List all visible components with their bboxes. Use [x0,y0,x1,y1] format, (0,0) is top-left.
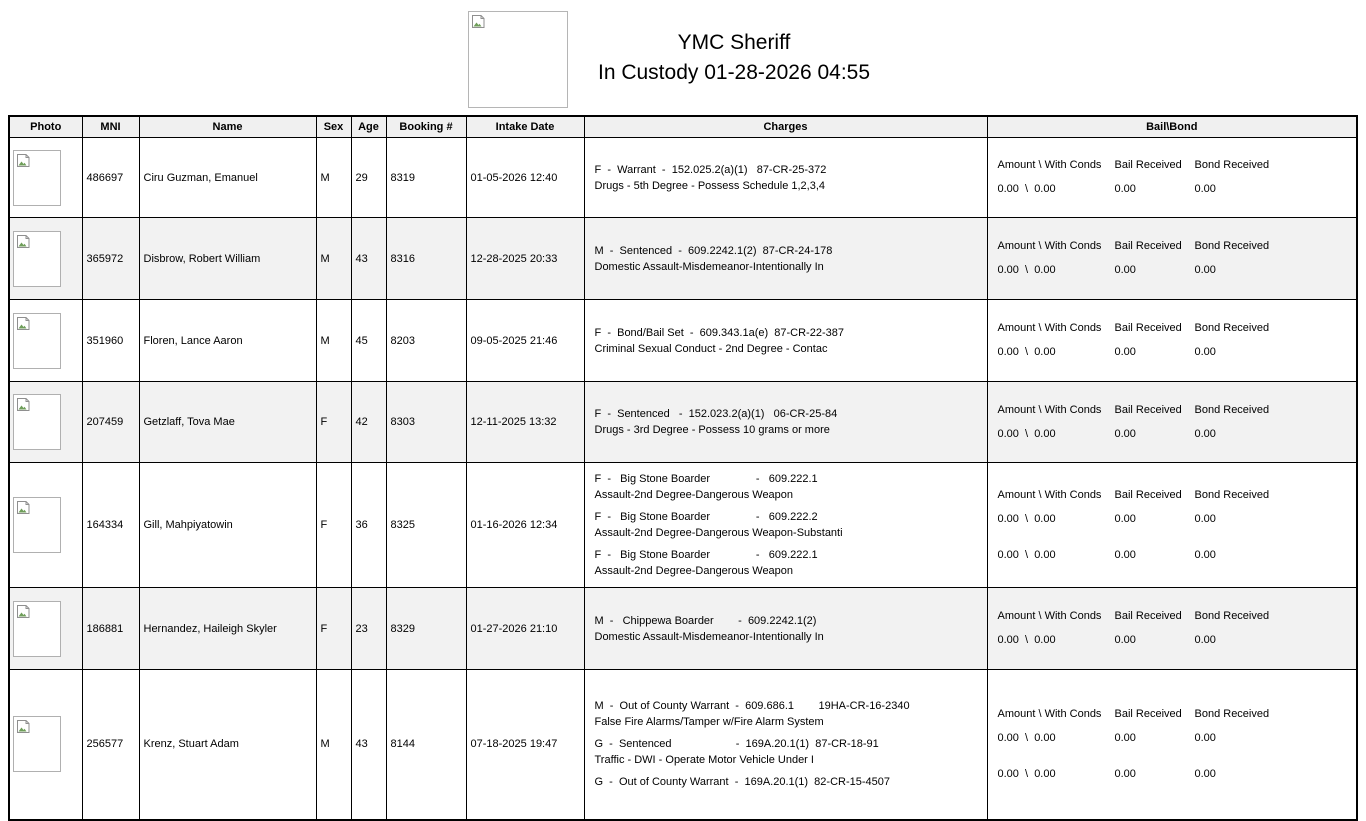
age-cell: 23 [351,588,386,670]
booking-cell: 8329 [386,588,466,670]
sex-cell: F [316,588,351,670]
sex-cell: F [316,463,351,588]
charges-cell [584,138,987,218]
table-row [9,138,1357,218]
report-subtitle: In Custody 01-28-2026 04:55 [597,61,871,84]
bail-bail-value: 0.00 [1114,183,1136,195]
bail-amount-value: 0.00 \ 0.00 [997,548,1056,561]
col-header-booking: Booking # [386,116,466,138]
charge-item [595,547,981,579]
broken-image-icon [471,14,486,29]
bail-received-header: Bail Received [1114,322,1182,334]
bail-values [998,731,1351,782]
col-header-charges: Charges [584,116,987,138]
photo-cell [9,382,82,463]
bail-amount-value: 0.00 \ 0.00 [997,346,1056,358]
bail-value-row [998,548,1351,563]
bond-received-header: Bond Received [1194,159,1270,171]
bail-bond-value: 0.00 [1194,548,1216,561]
booking-cell: 8203 [386,300,466,382]
charge-item [595,736,981,768]
mni-cell: 351960 [82,300,139,382]
photo-cell [9,670,82,820]
bail-received-header: Bail Received [1114,488,1182,501]
charge-item [595,325,981,357]
bail-amount-header: Amount \ With Conds [997,488,1102,501]
bail-cell [987,218,1357,300]
mni-cell: 256577 [82,670,139,820]
photo-cell [9,300,82,382]
booking-cell: 8144 [386,670,466,820]
roster-table [8,115,1358,821]
col-header-intake-date: Intake Date [466,116,584,138]
charge-item [595,509,981,541]
name-cell: Hernandez, Haileigh Skyler [139,588,316,670]
age-cell: 43 [351,670,386,820]
charge-description-line: Domestic Assault-Misdemeanor-Intentionally In [594,260,824,273]
broken-image-icon [16,500,31,515]
mni-cell: 365972 [82,218,139,300]
charges-cell [584,382,987,463]
photo-cell [9,463,82,588]
inmate-photo-broken [13,150,61,206]
charge-statute-line: F - Warrant - 152.025.2(a)(1) 87-CR-25-372 [594,163,827,176]
mni-cell: 164334 [82,463,139,588]
charge-description-line: Criminal Sexual Conduct - 2nd Degree - Contac [594,342,828,355]
col-header-bail-bond: Bail\Bond [987,116,1357,138]
bail-values [998,512,1351,563]
charge-description-line: Assault-2nd Degree-Dangerous Weapon [594,489,794,501]
bail-bail-value: 0.00 [1114,512,1136,525]
bail-value-row [998,512,1351,527]
charge-statute-line: F - Big Stone Boarder - 609.222.2 [594,511,818,523]
bail-header-row [998,707,1351,722]
bail-bail-value: 0.00 [1114,264,1136,276]
intake-date-cell: 09-05-2025 21:46 [466,300,584,382]
bond-received-header: Bond Received [1194,707,1270,720]
name-cell: Disbrow, Robert William [139,218,316,300]
charge-statute-line: M - Sentenced - 609.2242.1(2) 87-CR-24-178 [594,244,833,257]
bail-header-row [998,321,1351,336]
intake-date-cell: 12-28-2025 20:33 [466,218,584,300]
charge-statute-line: F - Bond/Bail Set - 609.343.1a(e) 87-CR-22-387 [594,326,844,339]
sex-cell: M [316,670,351,820]
bail-bond-value: 0.00 [1194,427,1216,440]
bail-amount-header: Amount \ With Conds [997,240,1102,252]
broken-image-icon [16,153,31,168]
bail-amount-value: 0.00 \ 0.00 [997,512,1056,525]
col-header-name: Name [139,116,316,138]
bail-value-row [998,427,1351,442]
bail-bail-value: 0.00 [1114,731,1136,744]
report-header [0,0,1366,115]
charge-description-line: Assault-2nd Degree-Dangerous Weapon-Substanti [594,527,843,539]
bail-value-row [998,263,1351,278]
bail-cell [987,463,1357,588]
charge-item [595,698,981,730]
mni-cell: 207459 [82,382,139,463]
charges-cell [584,588,987,670]
bail-cell [987,382,1357,463]
broken-image-icon [16,604,31,619]
bail-cell [987,588,1357,670]
bond-received-header: Bond Received [1194,322,1270,334]
charge-description-line: False Fire Alarms/Tamper w/Fire Alarm System [594,716,824,729]
charges-cell [584,218,987,300]
bail-amount-header: Amount \ With Conds [997,322,1102,334]
bail-header-row [998,239,1351,254]
bail-bond-value: 0.00 [1194,512,1216,525]
bail-bond-value: 0.00 [1194,183,1216,195]
bail-received-header: Bail Received [1114,707,1182,720]
bail-amount-value: 0.00 \ 0.00 [997,767,1056,780]
booking-cell: 8325 [386,463,466,588]
bail-received-header: Bail Received [1114,159,1182,171]
charge-statute-line: G - Sentenced - 169A.20.1(1) 87-CR-18-91 [594,738,879,751]
name-cell: Ciru Guzman, Emanuel [139,138,316,218]
bail-bond-value: 0.00 [1194,346,1216,358]
bail-bail-value: 0.00 [1114,427,1136,440]
charges-cell [584,670,987,820]
age-cell: 29 [351,138,386,218]
charges-cell [584,463,987,588]
bail-header-row [998,488,1351,503]
inmate-photo-broken [13,497,61,553]
name-cell: Gill, Mahpiyatowin [139,463,316,588]
bail-amount-header: Amount \ With Conds [997,403,1102,416]
name-cell: Floren, Lance Aaron [139,300,316,382]
col-header-sex: Sex [316,116,351,138]
bail-bond-value: 0.00 [1194,634,1216,646]
name-cell: Getzlaff, Tova Mae [139,382,316,463]
bail-amount-value: 0.00 \ 0.00 [997,634,1056,646]
bail-value-row [998,182,1351,197]
inmate-photo-broken [13,601,61,657]
charge-item [595,613,981,645]
photo-cell [9,588,82,670]
table-row [9,218,1357,300]
intake-date-cell: 01-27-2026 21:10 [466,588,584,670]
inmate-photo-broken [13,231,61,287]
bail-amount-header: Amount \ With Conds [997,610,1102,622]
photo-cell [9,138,82,218]
bail-received-header: Bail Received [1114,610,1182,622]
inmate-photo-broken [13,313,61,369]
bail-values [998,263,1351,278]
charge-statute-line: G - Out of County Warrant - 169A.20.1(1) 82-CR-15-4507 [594,776,890,789]
bond-received-header: Bond Received [1194,240,1270,252]
bail-bond-value: 0.00 [1194,731,1216,744]
sex-cell: M [316,138,351,218]
age-cell: 36 [351,463,386,588]
bail-header-row [998,609,1351,624]
title-block [434,28,1034,88]
charge-item [595,471,981,503]
broken-image-icon [16,719,31,734]
bail-values [998,633,1351,648]
bail-value-row [998,767,1351,782]
roster-body [9,138,1357,820]
table-row [9,588,1357,670]
age-cell: 45 [351,300,386,382]
charge-description-line: Drugs - 5th Degree - Possess Schedule 1,2,3,4 [594,179,826,192]
booking-cell: 8319 [386,138,466,218]
bond-received-header: Bond Received [1194,610,1270,622]
charge-item [595,774,981,790]
age-cell: 42 [351,382,386,463]
bail-value-row [998,731,1351,746]
charge-description-line: Assault-2nd Degree-Dangerous Weapon [594,565,794,577]
intake-date-cell: 01-05-2026 12:40 [466,138,584,218]
inmate-photo-broken [13,716,61,772]
report-title: YMC Sheriff [677,31,791,54]
bail-amount-value: 0.00 \ 0.00 [997,427,1056,440]
bail-bail-value: 0.00 [1114,767,1136,780]
sex-cell: F [316,382,351,463]
charge-item [595,162,981,194]
bail-values [998,182,1351,197]
bail-values [998,345,1351,360]
charge-statute-line: F - Big Stone Boarder - 609.222.1 [594,549,818,561]
charge-item [595,243,981,275]
bail-value-row [998,345,1351,360]
bail-amount-header: Amount \ With Conds [997,707,1102,720]
bail-received-header: Bail Received [1114,240,1182,252]
booking-cell: 8303 [386,382,466,463]
bail-amount-header: Amount \ With Conds [997,159,1102,171]
charge-statute-line: M - Chippewa Boarder - 609.2242.1(2) [594,614,817,627]
charge-description-line: Traffic - DWI - Operate Motor Vehicle Under I [594,754,814,767]
broken-image-icon [16,234,31,249]
bail-header-row [998,403,1351,418]
booking-cell: 8316 [386,218,466,300]
bail-bail-value: 0.00 [1114,548,1136,561]
sex-cell: M [316,218,351,300]
col-header-photo: Photo [9,116,82,138]
table-row [9,463,1357,588]
charge-statute-line: F - Big Stone Boarder - 609.222.1 [594,473,818,485]
table-row [9,382,1357,463]
table-header-row [9,116,1357,138]
charges-cell [584,300,987,382]
col-header-age: Age [351,116,386,138]
mni-cell: 186881 [82,588,139,670]
charge-description-line: Domestic Assault-Misdemeanor-Intentionally In [594,630,824,643]
bail-amount-value: 0.00 \ 0.00 [997,264,1056,276]
intake-date-cell: 01-16-2026 12:34 [466,463,584,588]
inmate-photo-broken [13,394,61,450]
bail-cell [987,300,1357,382]
mni-cell: 486697 [82,138,139,218]
intake-date-cell: 07-18-2025 19:47 [466,670,584,820]
age-cell: 43 [351,218,386,300]
charge-statute-line: F - Sentenced - 152.023.2(a)(1) 06-CR-25-84 [594,408,838,420]
bail-received-header: Bail Received [1114,403,1182,416]
charge-description-line: Drugs - 3rd Degree - Possess 10 grams or more [594,424,830,436]
bail-amount-value: 0.00 \ 0.00 [997,731,1056,744]
name-cell: Krenz, Stuart Adam [139,670,316,820]
broken-image-icon [16,397,31,412]
bail-bond-value: 0.00 [1194,264,1216,276]
bail-cell [987,670,1357,820]
bail-bail-value: 0.00 [1114,346,1136,358]
photo-cell [9,218,82,300]
table-row [9,670,1357,820]
bail-header-row [998,158,1351,173]
bail-bond-value: 0.00 [1194,767,1216,780]
bail-amount-value: 0.00 \ 0.00 [997,183,1056,195]
bail-bail-value: 0.00 [1114,634,1136,646]
charge-item [595,406,981,438]
bond-received-header: Bond Received [1194,488,1270,501]
sex-cell: M [316,300,351,382]
bail-values [998,427,1351,442]
broken-image-icon [16,316,31,331]
bail-cell [987,138,1357,218]
intake-date-cell: 12-11-2025 13:32 [466,382,584,463]
bond-received-header: Bond Received [1194,403,1270,416]
charge-statute-line: M - Out of County Warrant - 609.686.1 19HA-CR-16-2340 [594,700,910,713]
col-header-mni: MNI [82,116,139,138]
bail-value-row [998,633,1351,648]
table-row [9,300,1357,382]
